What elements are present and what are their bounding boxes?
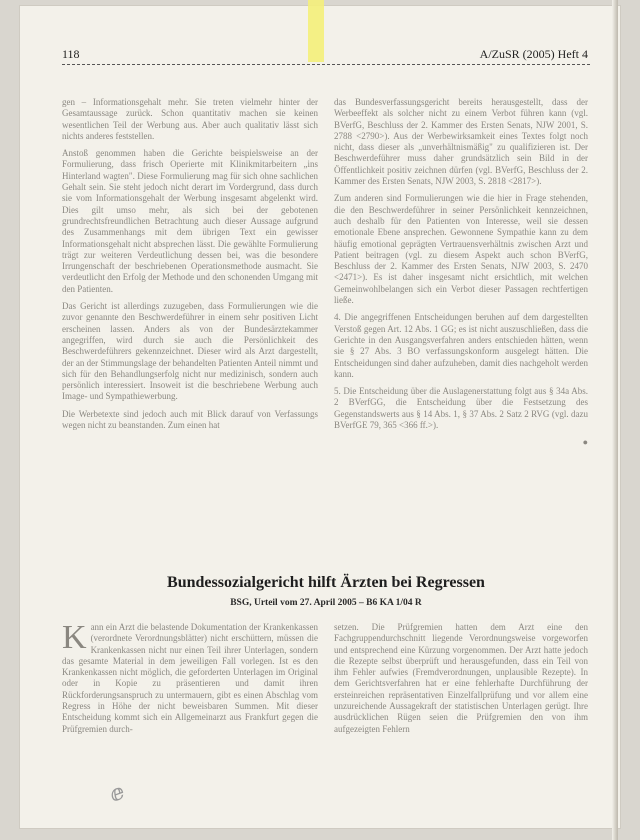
pencil-mark: ⅇ: [105, 778, 128, 807]
drop-cap: K: [62, 619, 87, 656]
article-text-left: ann ein Arzt die belastende Dokumentation der Krankenkassen (verordnete Verordnungsblätter) nicht erschüttern, müssen die Krankenkassen nicht nur einen Teil ihrer Unterlagen, sondern das gesamte Material in dem jeweiligen Fall vorlegen. Ist es den Krankenkassen nicht möglich, die geforderten Unterlagen im Original oder in Kopie zu präsentieren und damit ihren Rückforderungsanspruch zu untermauern, gibt es einen Abschlag vom Regress in Höhe der nicht beweisbaren Summen. Mit dieser Entscheidung kommt sich ein Allgemeinarzt aus Frankfurt gegen die Prüfgremien durch-: [62, 622, 318, 734]
page-edge-shadow: [612, 0, 618, 840]
paragraph: 4. Die angegriffenen Entscheidungen beruhen auf dem dargestellten Verstoß gegen Art. 12 Abs. 1 GG; es ist nicht auszuschließen, dass die Gerichte in den Ausgangsverfahren anders entschieden hätten, wenn sie § 27 Abs. 3 BO verfassungskonform ausgelegt hätten. Die Entscheidungen sind daher aufzuheben, damit dies nachgeholt werden kann.: [334, 312, 588, 379]
article-subtitle: BSG, Urteil vom 27. April 2005 – B6 KA 1/04 R: [230, 598, 422, 608]
header-rule: [62, 64, 590, 65]
left-column-top: [62, 97, 318, 437]
paragraph: Anstoß genommen haben die Gerichte beispielsweise an der Formulierung, dass frisch Operierte mit Klinikmitarbeitern „ins Hinterland wagten". Diese Formulierung mag für sich ohne sachlichen Gehalt sein. Sie steht jedoch nicht derart im Vordergrund, dass durch sie vom Informationsgehalt der Werbung insgesamt abgelenkt wird. Dies gilt umso mehr, als sich bei der gebotenen grundrechtsfreundlichen Betrachtung auch dieser Aussage aufgrund des Zusammenhangs mit dem übrigen Text ein gewisser Informationsgehalt nicht absprechen lässt. Die gewählte Formulierung trägt zur weiteren Verdeutlichung dessen bei, was die besondere Irrungenschaft der beschriebenen Operationsmethode ausmacht. Sie verdeutlicht den Erfolg der Methode und den schonenden Umgang mit den Patienten.: [62, 148, 318, 294]
end-mark: ●: [582, 437, 588, 448]
journal-header: A/ZuSR (2005) Heft 4: [479, 47, 588, 61]
paragraph: 5. Die Entscheidung über die Auslagenerstattung folgt aus § 34a Abs. 2 BVerfGG, die Entscheidung über die Festsetzung des Gegenstandswerts aus § 14 Abs. 1, § 37 Abs. 2 Satz 2 RVG (vgl. dazu BVerfGE 79, 365 <366 ff.>).: [334, 386, 588, 431]
right-column-article: [334, 622, 588, 741]
article-title: Bundessozialgericht hilft Ärzten bei Regressen: [167, 574, 485, 591]
paragraph: das Bundesverfassungsgericht bereits herausgestellt, dass der Werbeeffekt als solcher nicht zu einem Verbot führen kann (vgl. BVerfG, Beschluss der 2. Kammer des Ersten Senats, NJW 2001, S. 2788 <2790>). Aus der Werbewirksamkeit eines Textes folgt noch nicht, dass dieser als „unverhältnismäßig" zu qualifizieren ist. Der Beschwerdeführer muss daher grundsätzlich sein Bild in der Öffentlichkeit positiv zeichnen dürfen (vgl. BVerfG, Beschluss der 2. Kammer des Ersten Senats, NJW 2003, S. 2818 <2817>).: [334, 97, 588, 187]
right-column-top: [334, 97, 588, 455]
paragraph: Die Werbetexte sind jedoch auch mit Blick darauf von Verfassungs wegen nicht zu beanstanden. Zum einen hat: [62, 408, 318, 431]
left-column-article: [62, 619, 318, 741]
page-number: 118: [62, 47, 80, 61]
paragraph: Zum anderen sind Formulierungen wie die hier in Frage stehenden, die den Beschwerdeführer in seiner Persönlichkeit kennzeichnen, auch deshalb für den Patienten von Interesse, weil sie dessen emotionale Ebene ansprechen. Gewonnene Sympathie kann zu dem häufig emotional geprägten Vertrauensverhältnis zwischen Arzt und Patient beitragen (vgl. zu diesem Aspekt auch schon BVerfG, Beschluss der 2. Kammer des Ersten Senats, NJW 2003, S. 2470 <2471>). Es ist daher insgesamt nicht ersichtlich, mit welchen Gemeinwohlbelangen sich ein Verbot dieser Passagen rechtfertigen ließe.: [334, 193, 588, 306]
paragraph: Das Gericht ist allerdings zuzugeben, dass Formulierungen wie die zuvor genannte den Beschwerdeführer in einem sehr positiven Licht erscheinen lassen. Anders als von der Bundesärztekammer angegriffen, wird durch sie auch die Persönlichkeit des Beschwerdeführers gekennzeichnet. Dieser wird als Arzt dargestellt, der an der Stimmungslage der behandelten Patienten Anteil nimmt und sich für den Behandlungserfolg nicht nur medizinisch, sondern auch persönlich interessiert. Insoweit ist die beschriebene Werbung auch Image- und Sympathiewerbung.: [62, 301, 318, 402]
paragraph: gen – Informationsgehalt mehr. Sie treten vielmehr hinter der Gesamtaussage zurück. Schon quantitativ machen sie keinen wesentlichen Teil der Werbung aus. Aber auch qualitativ lässt sich nichts anderes feststellen.: [62, 97, 318, 141]
highlight-tab: [308, 0, 324, 62]
article-text-right: setzen. Die Prüfgremien hatten dem Arzt eine den Fachgruppendurchschnitt liegende Verordnungsweise vorgeworfen und entsprechend eine Kürzung vorgenommen. Der Arzt hatte jedoch die Rezepte selbst überprüft und herausgefunden, dass ein Teil von ihm Fehler aufwies (Fremdverordnungen, unplausible Rezepte). In dem Gerichtsverfahren hat er eine fehlerhafte Durchführung der ersteinreichen repräsentativen Einzelfallprüfung und vor allem eine unzureichende Aussagekraft der statistischen Unterlagen gerügt. Ihre ausdrücklichen Rügen seien die Prüfgremien den von ihm aufgezeigten Fehlern: [334, 622, 588, 734]
